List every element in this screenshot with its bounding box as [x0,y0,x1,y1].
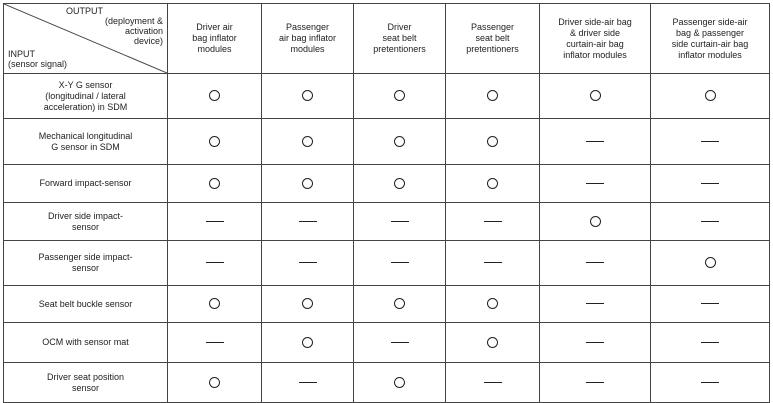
column-header-line: modules [290,44,325,54]
matrix-cell [262,203,354,241]
none-dash-icon [299,262,317,263]
sensor-output-matrix [3,3,769,397]
input-sub: (sensor signal) [8,59,68,69]
matrix-cell [354,165,446,203]
matrix-cell [651,119,770,165]
none-dash-icon [586,342,604,343]
matrix-cell [354,286,446,323]
matrix-cell [354,203,446,241]
active-circle-icon [302,136,313,147]
matrix-cell [168,203,262,241]
none-dash-icon [206,342,224,343]
none-dash-icon [586,382,604,383]
matrix-cell [540,286,651,323]
active-circle-icon [487,178,498,189]
row-label-line: Driver side impact- [47,210,123,221]
column-header-line: & driver side [569,27,621,38]
row-label [4,286,168,323]
output-sub-1: (deployment & [104,16,163,26]
table-row [4,286,770,323]
row-label-line: Mechanical longitudinal [38,130,133,141]
active-circle-icon [394,136,405,147]
row-label-line: G sensor in SDM [51,141,120,152]
row-label [4,165,168,203]
row-label-line: sensor [71,263,99,273]
matrix-cell [354,74,446,119]
matrix-cell [446,203,540,241]
none-dash-icon [701,342,719,343]
input-label [8,49,67,69]
matrix-cell [354,241,446,286]
output-sub-3: device) [133,36,163,46]
matrix-cell [168,323,262,363]
matrix-cell [354,323,446,363]
none-dash-icon [299,382,317,383]
active-circle-icon [209,377,220,388]
row-label-line: sensor [71,221,99,232]
matrix-cell [262,363,354,403]
active-circle-icon [705,90,716,101]
active-circle-icon [590,216,601,227]
matrix-cell [446,241,540,286]
matrix-cell [262,74,354,119]
matrix-cell [540,323,651,363]
table-row [4,165,770,203]
matrix-cell [354,119,446,165]
active-circle-icon [209,90,220,101]
output-title: OUTPUT [66,6,103,16]
column-header-line: seat belt [382,33,417,43]
column-header-line: side curtain-air bag [671,38,749,49]
matrix-table [3,3,770,403]
active-circle-icon [487,136,498,147]
row-label-line: OCM with sensor mat [42,337,129,347]
none-dash-icon [391,221,409,222]
table-row [4,119,770,165]
none-dash-icon [206,262,224,263]
matrix-cell [540,241,651,286]
corner-header [4,4,168,74]
none-dash-icon [299,221,317,222]
column-header-line: bag & passenger [675,27,745,38]
matrix-cell [354,363,446,403]
header-row [4,4,770,74]
active-circle-icon [394,90,405,101]
none-dash-icon [701,141,719,142]
matrix-cell [540,165,651,203]
none-dash-icon [484,262,502,263]
active-circle-icon [302,178,313,189]
active-circle-icon [487,90,498,101]
row-label [4,203,168,241]
active-circle-icon [487,298,498,309]
matrix-cell [168,286,262,323]
none-dash-icon [484,221,502,222]
matrix-cell [540,119,651,165]
matrix-cell [168,119,262,165]
column-header-5 [540,4,651,74]
active-circle-icon [487,337,498,348]
matrix-cell [651,74,770,119]
column-header-line: Driver side-air bag [558,16,632,27]
active-circle-icon [302,90,313,101]
matrix-cell [651,241,770,286]
matrix-cell [262,323,354,363]
column-header-line: curtain-air bag [566,38,624,49]
column-header-2 [262,4,354,74]
column-header-line: pretentioners [373,44,426,54]
column-header-line: air bag inflator [278,33,337,43]
matrix-cell [262,165,354,203]
matrix-cell [262,119,354,165]
table-row [4,74,770,119]
matrix-cell [446,286,540,323]
row-label-line: X-Y G sensor [58,79,113,90]
column-header-line: inflator modules [678,49,742,60]
row-label-line: Forward impact-sensor [39,178,132,188]
row-label [4,119,168,165]
row-label-line: Driver seat position [46,371,125,382]
active-circle-icon [209,136,220,147]
active-circle-icon [302,337,313,348]
column-header-line: modules [197,44,232,54]
matrix-cell [446,119,540,165]
row-label [4,323,168,363]
active-circle-icon [209,298,220,309]
column-header-line: Driver [387,22,412,32]
output-sub-2: activation [124,26,163,36]
table-row [4,241,770,286]
none-dash-icon [586,141,604,142]
matrix-cell [446,323,540,363]
matrix-cell [540,363,651,403]
matrix-cell [168,165,262,203]
active-circle-icon [302,298,313,309]
active-circle-icon [394,377,405,388]
matrix-cell [651,323,770,363]
active-circle-icon [394,298,405,309]
table-row [4,203,770,241]
row-label-line: (longitudinal / lateral [45,90,126,101]
matrix-cell [651,363,770,403]
row-label-line: Seat belt buckle sensor [38,298,133,309]
none-dash-icon [586,183,604,184]
matrix-cell [168,363,262,403]
row-label [4,241,168,286]
none-dash-icon [206,221,224,222]
row-label [4,363,168,403]
column-header-line: bag inflator [192,33,237,43]
matrix-cell [446,74,540,119]
matrix-cell [262,286,354,323]
none-dash-icon [701,183,719,184]
active-circle-icon [590,90,601,101]
column-header-6 [651,4,770,74]
row-label-line: acceleration) in SDM [43,101,128,112]
matrix-cell [446,363,540,403]
column-header-line: seat belt [475,33,510,43]
none-dash-icon [391,262,409,263]
column-header-line: pretentioners [466,44,519,54]
matrix-cell [651,165,770,203]
column-header-1 [168,4,262,74]
table-row [4,323,770,363]
matrix-cell [540,203,651,241]
table-row [4,363,770,403]
input-title: INPUT [8,49,35,59]
none-dash-icon [701,382,719,383]
matrix-cell [168,74,262,119]
row-label-line: sensor [71,382,99,393]
none-dash-icon [586,262,604,263]
row-label [4,74,168,119]
column-header-line: inflator modules [563,49,627,60]
matrix-cell [446,165,540,203]
matrix-cell [168,241,262,286]
column-header-line: Passenger [285,22,330,32]
column-header-line: Driver air [196,22,233,32]
none-dash-icon [391,342,409,343]
active-circle-icon [705,257,716,268]
output-label [66,6,163,46]
matrix-cell [540,74,651,119]
column-header-line: Passenger side-air [672,16,748,27]
active-circle-icon [209,178,220,189]
row-label-line: Passenger side impact- [38,252,133,262]
none-dash-icon [586,303,604,304]
active-circle-icon [394,178,405,189]
column-header-3 [354,4,446,74]
none-dash-icon [701,221,719,222]
matrix-cell [651,203,770,241]
matrix-cell [651,286,770,323]
matrix-cell [262,241,354,286]
none-dash-icon [701,303,719,304]
column-header-line: Passenger [470,22,515,32]
column-header-4 [446,4,540,74]
none-dash-icon [484,382,502,383]
